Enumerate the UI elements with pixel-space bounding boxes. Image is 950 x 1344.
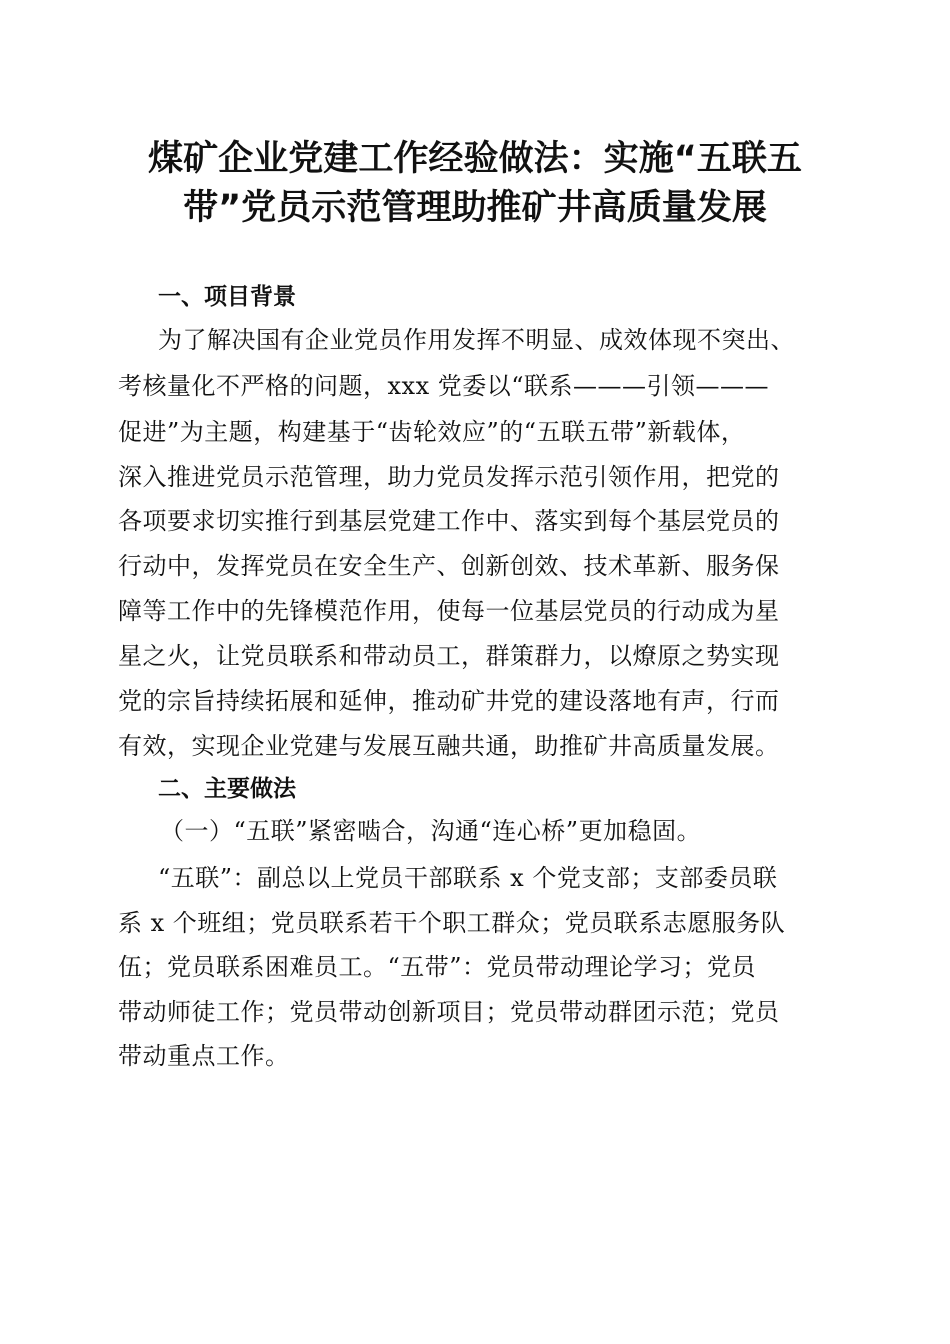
document-title-line-2: 带”党员示范管理助推矿井高质量发展 [183, 187, 767, 228]
paragraph-line: 党的宗旨持续拓展和延伸，推动矿井党的建设落地有声，行而 [118, 687, 780, 715]
paragraph-line: 伍；党员联系困难员工。“五带”：党员带动理论学习；党员 [118, 953, 757, 981]
paragraph-line: 障等工作中的先锋模范作用，使每一位基层党员的行动成为星 [118, 597, 780, 625]
paragraph-line: 带动重点工作。 [118, 1042, 290, 1070]
paragraph-line: 各项要求切实推行到基层党建工作中、落实到每个基层党员的 [118, 507, 780, 535]
subsection-heading: （一）“五联”紧密啮合，沟通“连心桥”更加稳固。 [160, 817, 702, 845]
document-title-line-1: 煤矿企业党建工作经验做法：实施“五联五 [148, 138, 802, 179]
section-heading-main-practices: 二、主要做法 [158, 776, 296, 802]
paragraph-line: 系 x 个班组；党员联系若干个职工群众；党员联系志愿服务队 [118, 909, 786, 937]
paragraph-line: 考核量化不严格的问题，xxx 党委以“联系———引领——— [118, 372, 770, 400]
paragraph-line: 促进”为主题，构建基于“齿轮效应”的“五联五带”新载体， [118, 418, 746, 446]
paragraph-line: 星之火，让党员联系和带动员工，群策群力，以燎原之势实现 [118, 642, 780, 670]
paragraph-line: 行动中，发挥党员在安全生产、创新创效、技术革新、服务保 [118, 552, 780, 580]
paragraph-line: 深入推进党员示范管理，助力党员发挥示范引领作用，把党的 [118, 463, 780, 491]
paragraph-line: 有效，实现企业党建与发展互融共通，助推矿井高质量发展。 [118, 732, 780, 760]
paragraph-line: 带动师徒工作；党员带动创新项目；党员带动群团示范；党员 [118, 998, 780, 1026]
section-heading-background: 一、项目背景 [158, 284, 296, 310]
paragraph-line: “五联”：副总以上党员干部联系 x 个党支部；支部委员联 [158, 864, 778, 892]
paragraph-line: 为了解决国有企业党员作用发挥不明显、成效体现不突出、 [158, 326, 795, 354]
